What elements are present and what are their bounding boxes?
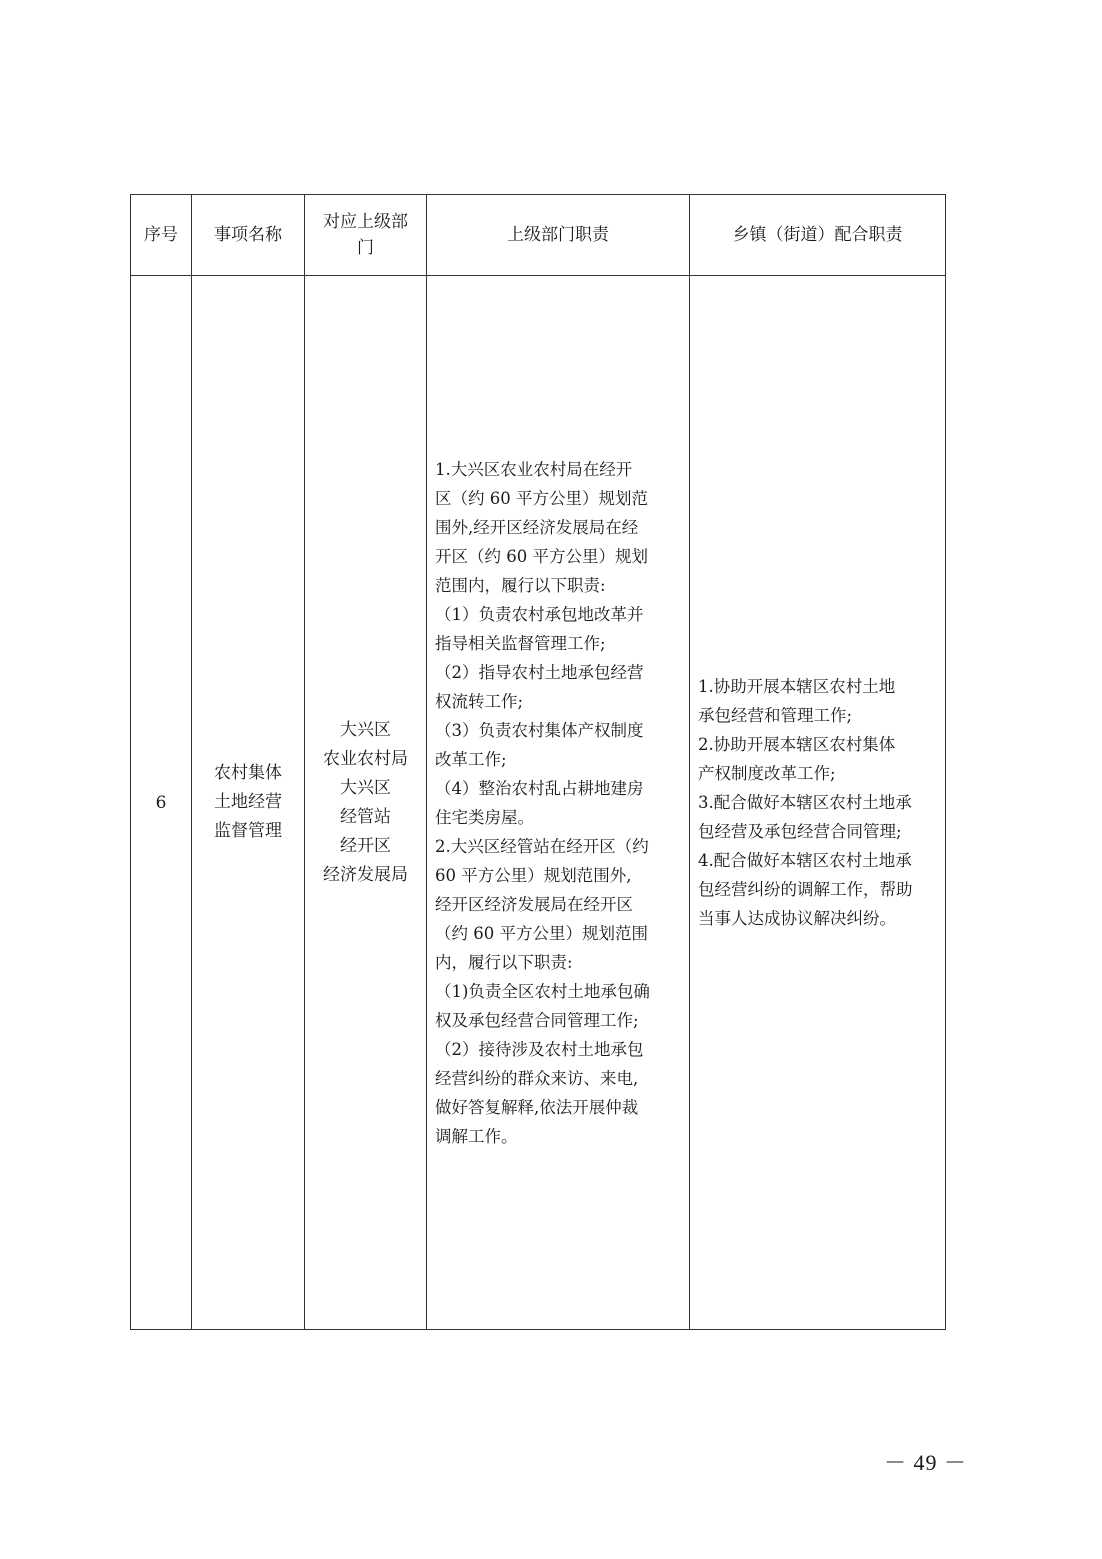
town-duty-line: 包经营及承包经营合同管理; (698, 822, 902, 841)
dept-line: 农业农村局 (323, 748, 408, 769)
duty-line: （1)负责全区农村土地承包确 (435, 981, 650, 1001)
header-town-duty: 乡镇（街道）配合职责 (690, 195, 946, 276)
duty-line: （3）负责农村集体产权制度 (435, 720, 644, 740)
duty-line: 住宅类房屋。 (435, 807, 534, 827)
dept-line: 经管站 (340, 806, 391, 827)
duty-line: 调解工作。 (435, 1126, 518, 1146)
cell-town-duty (690, 276, 946, 1330)
table-row (131, 276, 946, 1330)
town-duty-line: 当事人达成协议解决纠纷。 (698, 909, 896, 928)
duty-line: 权及承包经营合同管理工作; (435, 1010, 639, 1030)
duty-line: （2）指导农村土地承包经营 (435, 662, 644, 682)
item-name-line: 监督管理 (214, 821, 282, 841)
cell-superior-duty (427, 276, 690, 1330)
town-duty-line: 承包经营和管理工作; (698, 706, 853, 725)
duty-line: 做好答复解释,依法开展仲裁 (435, 1097, 639, 1117)
town-duty-line: 2.协助开展本辖区农村集体 (698, 735, 896, 754)
duty-line: 60 平方公里）规划范围外, (435, 865, 632, 885)
dept-line: 大兴区 (340, 777, 391, 798)
town-duty-line: 产权制度改革工作; (698, 764, 836, 783)
town-duty-line: 包经营纠纷的调解工作，帮助 (698, 880, 913, 899)
item-name-line: 土地经营 (214, 792, 282, 812)
dept-line: 经开区 (340, 835, 391, 856)
header-item-name: 事项名称 (192, 195, 305, 276)
header-superior-dept-line2: 门 (357, 238, 374, 258)
duty-line: （4）整治农村乱占耕地建房 (435, 778, 644, 798)
header-seq: 序号 (131, 195, 192, 276)
town-duty-line: 1.协助开展本辖区农村土地 (698, 677, 896, 696)
duty-line: （1）负责农村承包地改革并 (435, 604, 644, 624)
dept-line: 大兴区 (340, 719, 391, 740)
cell-superior-dept (305, 276, 427, 1330)
cell-seq: 6 (131, 276, 192, 1330)
duty-line: （2）接待涉及农村土地承包 (435, 1039, 644, 1059)
table-header-row (131, 195, 946, 276)
duty-line: 2.大兴区经管站在经开区（约 (435, 836, 649, 856)
dept-line: 经济发展局 (323, 864, 408, 885)
duty-line: 开区（约 60 平方公里）规划 (435, 546, 648, 566)
town-duty-line: 3.配合做好本辖区农村土地承 (698, 793, 912, 812)
duty-line: 区（约 60 平方公里）规划范 (435, 488, 648, 508)
page-number: － 49 － (884, 1450, 968, 1475)
header-superior-dept-line1: 对应上级部 (323, 212, 408, 232)
duty-line: 内，履行以下职责: (435, 952, 573, 972)
item-name-line: 农村集体 (214, 763, 282, 783)
cell-item-name (192, 276, 305, 1330)
town-duty-line: 4.配合做好本辖区农村土地承 (698, 851, 912, 870)
duty-line: 1.大兴区农业农村局在经开 (435, 459, 633, 479)
duty-line: 指导相关监督管理工作; (435, 633, 606, 653)
responsibility-table (130, 194, 946, 1330)
duty-line: 权流转工作; (435, 691, 524, 711)
header-superior-duty: 上级部门职责 (427, 195, 690, 276)
duty-line: 改革工作; (435, 749, 507, 769)
duty-line: （约 60 平方公里）规划范围 (435, 923, 648, 943)
duty-line: 经开区经济发展局在经开区 (435, 894, 633, 914)
header-superior-dept (305, 195, 427, 276)
duty-line: 范围内，履行以下职责: (435, 575, 606, 595)
duty-line: 围外,经开区经济发展局在经 (435, 517, 639, 537)
duty-line: 经营纠纷的群众来访、来电, (435, 1068, 639, 1088)
